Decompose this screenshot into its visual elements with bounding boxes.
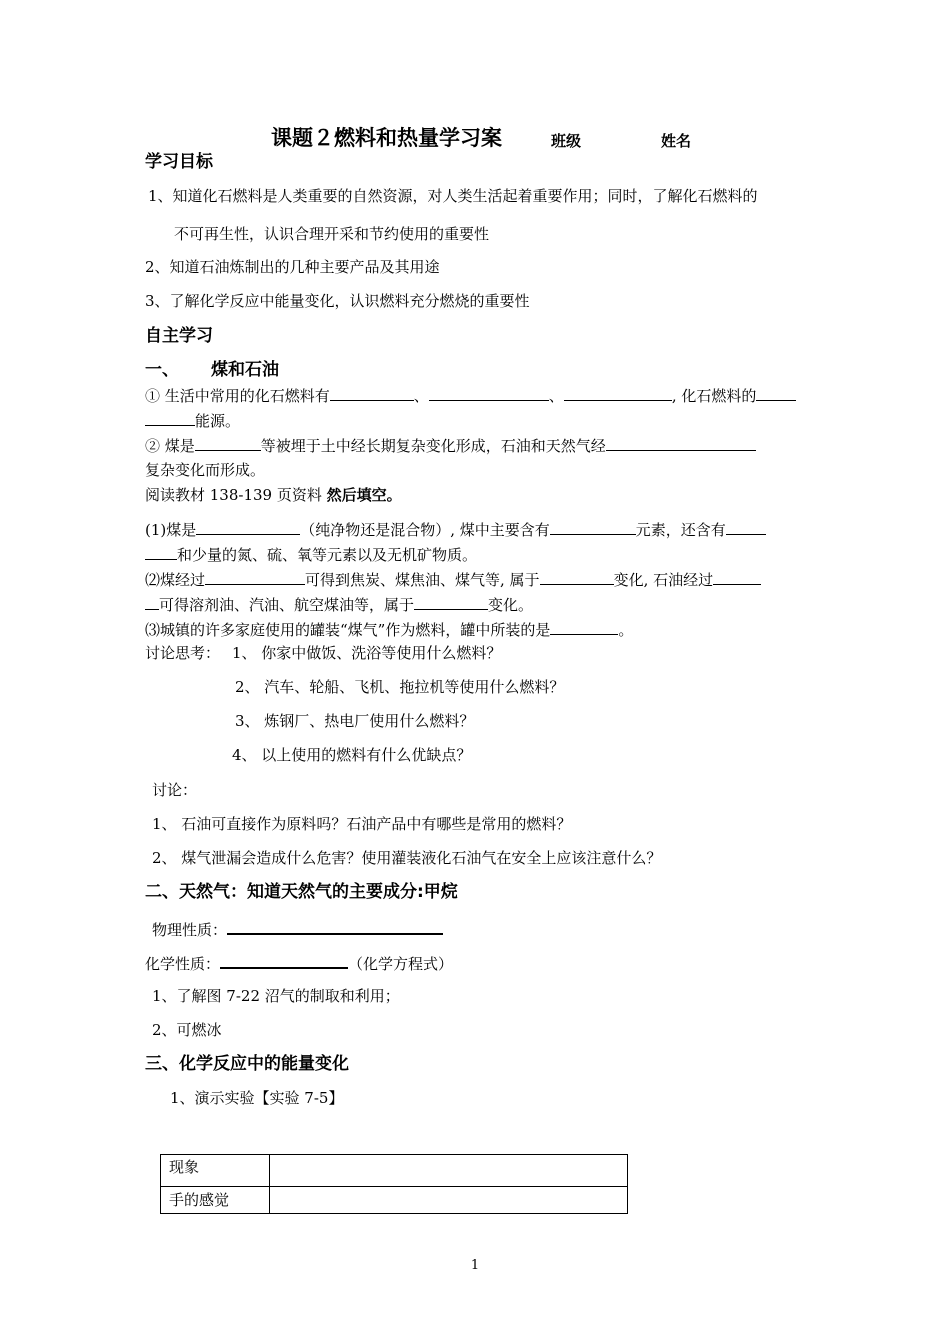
objective-1: 1、知道化石燃料是人类重要的自然资源，对人类生活起着重要作用；同时，了解化石燃料的	[148, 187, 758, 205]
blank-energy-type-a[interactable]	[756, 385, 796, 401]
section1-title: 煤和石油	[211, 360, 279, 380]
discuss-label: 讨论：	[152, 781, 198, 799]
reading-instruction: 阅读教材 138-139 页资料 然后填空。	[145, 486, 402, 504]
think-item-4: 4、 以上使用的燃料有什么优缺点？	[232, 746, 472, 764]
class-label: 班级	[551, 132, 582, 150]
blank-energy-type-b[interactable]	[145, 410, 195, 426]
observation-table	[160, 1154, 628, 1214]
blank-fossil-fuel-3[interactable]	[564, 385, 672, 401]
objective-1-cont: 不可再生性，认识合理开采和节约使用的重要性	[174, 225, 490, 243]
fill-3: ⑶城镇的许多家庭使用的罐装“煤气”作为燃料，罐中所装的是 。	[145, 621, 634, 639]
question-2-line2: 复杂变化而形成。	[145, 461, 266, 479]
fill-1-line2: 和少量的氮、硫、氧等元素以及无机矿物质。	[145, 544, 477, 565]
blank-physical-properties[interactable]	[227, 918, 443, 935]
self-study-heading: 自主学习	[145, 326, 213, 346]
section1-number: 一、	[145, 360, 179, 380]
experiment-label: 1、演示实验【实验 7-5】	[170, 1089, 344, 1107]
blank-coal-other-element-a[interactable]	[726, 519, 766, 535]
think-item-3: 3、 炼钢厂、热电厂使用什么燃料？	[235, 712, 475, 730]
page-number: 1	[470, 1258, 480, 1273]
blank-fossil-fuel-2[interactable]	[429, 385, 549, 401]
fill-2-line1: ⑵煤经过 可得到焦炭、煤焦油、煤气等, 属于 变化, 石油经过	[145, 569, 761, 590]
section2-heading: 二、天然气：知道天然气的主要成分:甲烷	[145, 882, 458, 902]
objective-2: 2、知道石油炼制出的几种主要产品及其用途	[145, 258, 440, 276]
name-label: 姓名	[661, 132, 692, 150]
blank-canned-gas[interactable]	[550, 619, 618, 635]
blank-oil-origin[interactable]	[606, 435, 756, 451]
question-1-line2: 能源。	[145, 410, 240, 431]
table-row	[161, 1155, 628, 1187]
section2-item-1: 1、了解图 7-22 沼气的制取和利用；	[152, 987, 400, 1005]
document-title: 课题２燃料和热量学习案	[271, 126, 502, 150]
blank-coal-main-element[interactable]	[550, 519, 636, 535]
objective-3: 3、了解化学反应中能量变化，认识燃料充分燃烧的重要性	[145, 292, 530, 310]
row-label-phenomenon: 现象	[161, 1155, 270, 1187]
blank-oil-change-type[interactable]	[414, 594, 488, 610]
row-label-hand-feeling: 手的感觉	[161, 1187, 270, 1214]
blank-fossil-fuel-1[interactable]	[330, 385, 414, 401]
physical-properties: 物理性质：	[152, 918, 443, 940]
blank-coal-change-type[interactable]	[540, 569, 614, 585]
think-item-1: 1、 你家中做饭、洗浴等使用什么燃料？	[232, 644, 502, 662]
section3-heading: 三、化学反应中的能量变化	[145, 1054, 349, 1074]
blank-coal-other-element-b[interactable]	[145, 544, 177, 560]
blank-coal-type[interactable]	[196, 519, 300, 535]
row-value-hand-feeling[interactable]	[270, 1187, 628, 1214]
fill-2-line2: 可得溶剂油、汽油、航空煤油等，属于 变化。	[145, 594, 533, 615]
table-row	[161, 1187, 628, 1214]
question-2-line1: ② 煤是 等被埋于土中经长期复杂变化形成，石油和天然气经	[145, 435, 756, 456]
section2-item-2: 2、可燃冰	[152, 1021, 222, 1039]
blank-chemical-equation[interactable]	[220, 952, 348, 969]
think-item-2: 2、 汽车、轮船、飞机、拖拉机等使用什么燃料？	[235, 678, 565, 696]
blank-coal-process[interactable]	[205, 569, 305, 585]
blank-oil-process-a[interactable]	[713, 569, 761, 585]
question-1-line1: ① 生活中常用的化石燃料有 、 、 , 化石燃料的	[145, 385, 796, 406]
blank-oil-process-b[interactable]	[145, 594, 159, 610]
fill-1-line1: (1)煤是 （纯净物还是混合物）, 煤中主要含有 元素，还含有	[145, 519, 766, 540]
row-value-phenomenon[interactable]	[270, 1155, 628, 1187]
chemical-properties: 化学性质： （化学方程式）	[145, 952, 453, 974]
objectives-heading: 学习目标	[145, 152, 213, 172]
discuss-item-1: 1、 石油可直接作为原料吗？石油产品中有哪些是常用的燃料？	[152, 815, 572, 833]
blank-coal-origin[interactable]	[195, 435, 261, 451]
page-title	[271, 124, 502, 152]
discuss-item-2: 2、 煤气泄漏会造成什么危害？使用灌装液化石油气在安全上应该注意什么？	[152, 849, 662, 867]
think-label: 讨论思考：	[145, 644, 221, 662]
